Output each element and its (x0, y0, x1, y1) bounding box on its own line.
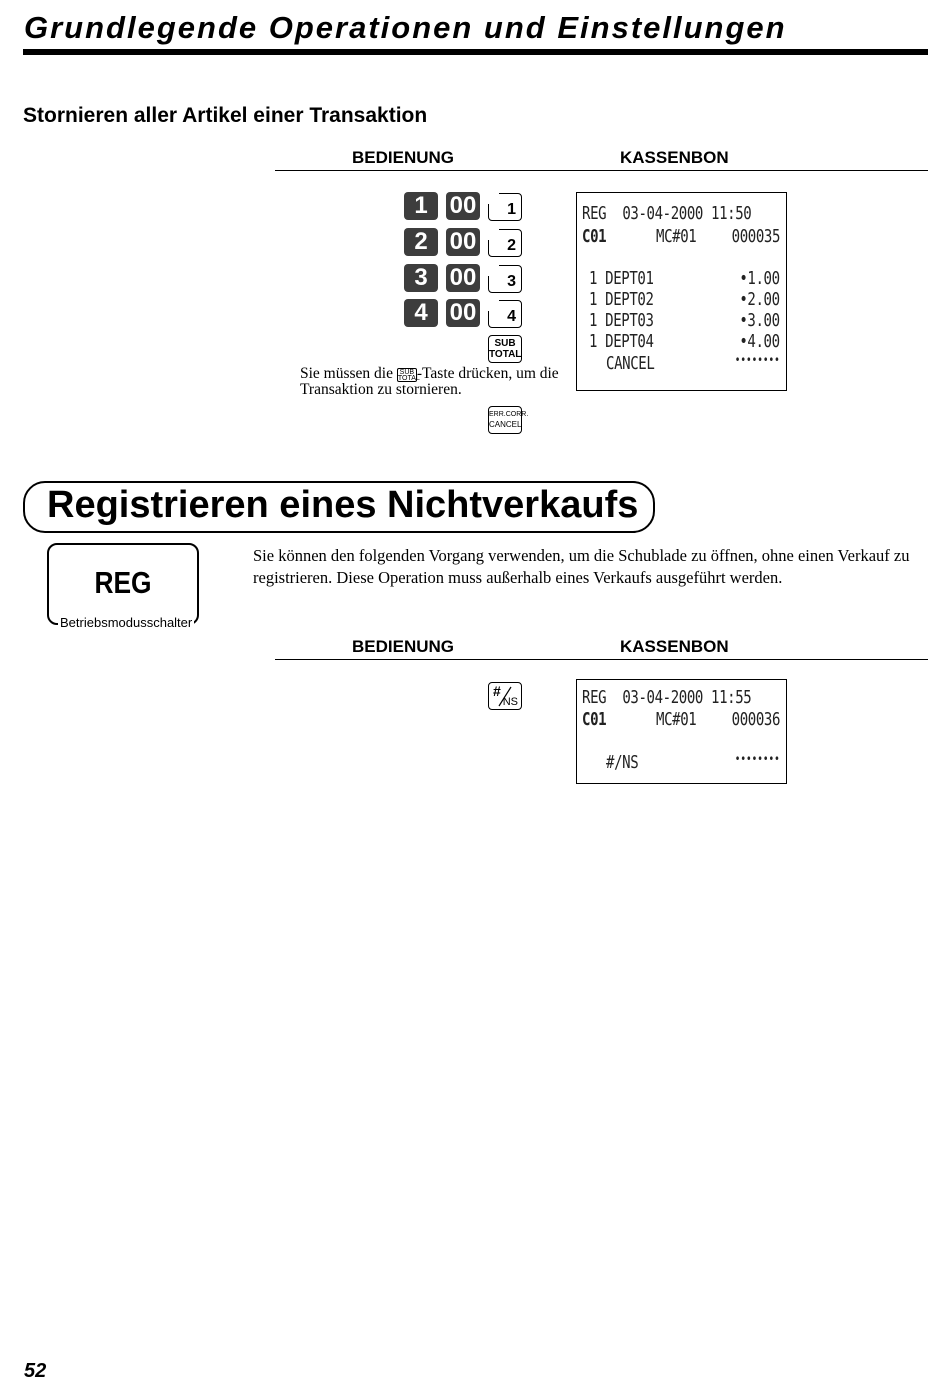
digit-key-2[interactable]: 2 (404, 228, 438, 256)
header-rule (23, 49, 928, 55)
receipt-item-label: 1 DEPT04 (589, 331, 654, 352)
receipt-no-sale (576, 679, 787, 784)
subtotal-key-top: SUB (494, 338, 516, 349)
receipt-machine: MC#01 (656, 709, 697, 730)
column-header-operation: BEDIENUNG (352, 637, 455, 656)
subtotal-key-bottom: TOTAL (489, 349, 522, 360)
no-sale-key[interactable] (488, 682, 522, 710)
err-corr-cancel-key[interactable] (488, 406, 529, 434)
column-header-operation: BEDIENUNG (352, 148, 455, 167)
mini-key-top: SUB (399, 369, 415, 376)
digit-key-1[interactable]: 1 (404, 192, 438, 220)
receipt-header-line: REG 03-04-2000 11:50 (582, 203, 752, 224)
column-header-rule (275, 170, 928, 171)
column-header-rule (275, 659, 928, 660)
section-title-cancel-transaction: Stornieren aller Artikel einer Transaktion (23, 104, 428, 127)
receipt-item-amount: •1.00 (739, 268, 780, 289)
page-number: 52 (24, 1360, 47, 1382)
section-title-no-sale: Registrieren eines Nichtverkaufs (47, 484, 639, 526)
department-key-4[interactable] (488, 300, 522, 328)
digit-key-4[interactable]: 4 (404, 299, 438, 327)
receipt-clerk: C01 (582, 709, 607, 730)
receipt-header-line: REG 03-04-2000 11:55 (582, 687, 752, 708)
receipt-clerk: C01 (582, 226, 607, 247)
subtotal-mini-key (397, 368, 420, 382)
mini-key-bottom: TOTAL (397, 375, 420, 382)
receipt-item-label: 1 DEPT03 (589, 310, 654, 331)
note-text-before: Sie müssen die (300, 365, 397, 382)
receipt-item-label: 1 DEPT01 (589, 268, 654, 289)
receipt-cancel (576, 192, 787, 391)
receipt-ns-value: •••••••• (734, 752, 780, 766)
receipt-consecutive-number: 000036 (731, 709, 780, 730)
department-key-label: 1 (507, 201, 516, 218)
digit-key-3[interactable]: 3 (404, 264, 438, 292)
receipt-machine: MC#01 (656, 226, 697, 247)
err-corr-key-top: ERR.CORR. (489, 411, 529, 418)
mode-switch-label: Betriebsmodusschalter (60, 615, 193, 630)
subtotal-key[interactable] (488, 335, 522, 363)
receipt-item-label: 1 DEPT02 (589, 289, 654, 310)
receipt-cancel-value: •••••••• (734, 353, 780, 367)
receipt-item-amount: •2.00 (739, 289, 780, 310)
double-zero-key[interactable]: 00 (446, 264, 480, 292)
receipt-item-amount: •3.00 (739, 310, 780, 331)
double-zero-key[interactable]: 00 (446, 192, 480, 220)
department-key-3[interactable] (488, 265, 522, 293)
double-zero-key[interactable]: 00 (446, 299, 480, 327)
receipt-ns-label: #/NS (606, 752, 639, 773)
department-key-label: 3 (507, 273, 516, 290)
department-key-label: 2 (507, 237, 516, 254)
receipt-consecutive-number: 000035 (731, 226, 780, 247)
err-corr-key-bottom: CANCEL (489, 420, 522, 429)
column-header-receipt: KASSENBON (620, 637, 729, 656)
no-sale-key-hash: # (493, 683, 501, 699)
receipt-item-amount: •4.00 (739, 331, 780, 352)
note-text-after: -Taste drücken, um die Transaktion zu stornieren. (300, 365, 559, 398)
department-key-1[interactable] (488, 193, 522, 221)
page-header-title: Grundlegende Operationen und Einstellungen (24, 10, 787, 45)
department-key-label: 4 (507, 308, 516, 325)
column-header-receipt: KASSENBON (620, 148, 729, 167)
receipt-cancel-label: CANCEL (606, 353, 655, 374)
subtotal-note (300, 366, 565, 398)
no-sale-key-ns: NS (502, 696, 518, 708)
mode-switch-value: REG (94, 565, 152, 600)
department-key-2[interactable] (488, 229, 522, 257)
double-zero-key[interactable]: 00 (446, 228, 480, 256)
no-sale-description: Sie können den folgenden Vorgang verwenden, um die Schublade zu öffnen, ohne einen Verkauf zu registrieren. Diese Operation muss außerhalb eines Verkaufs ausgeführt werden. (253, 546, 910, 587)
